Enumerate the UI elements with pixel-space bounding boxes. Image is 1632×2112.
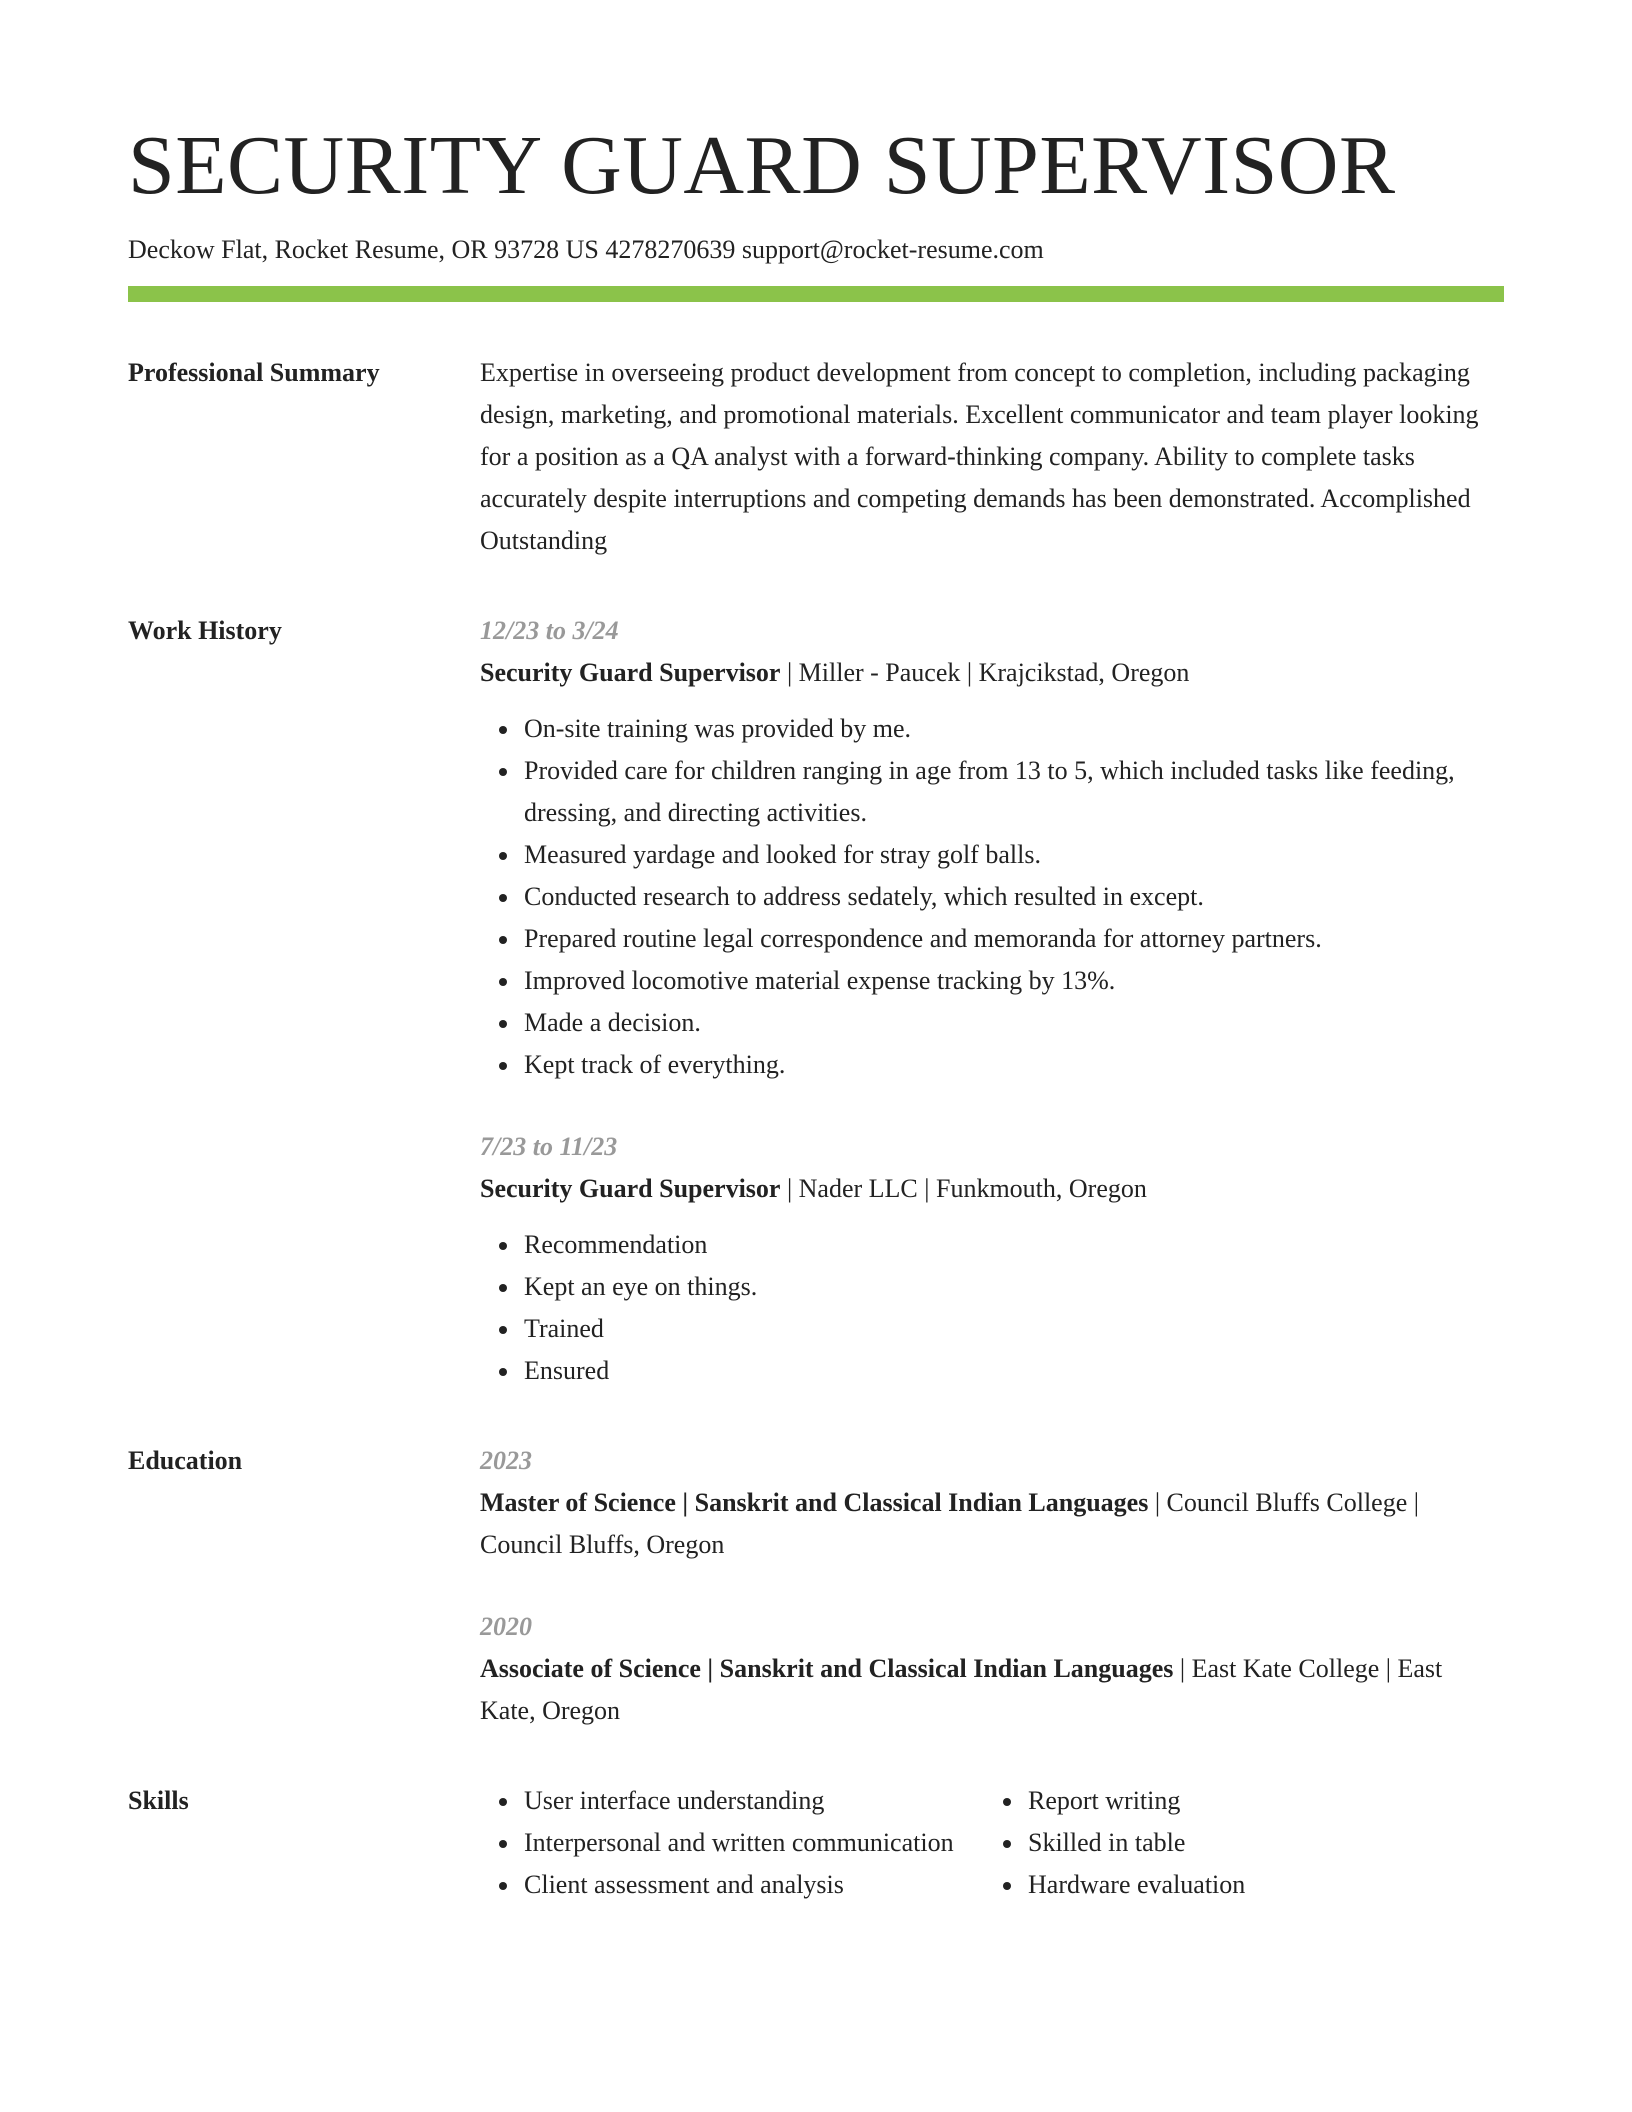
contact-address: Deckow Flat, Rocket Resume, OR 93728 US (128, 235, 599, 265)
summary-section (128, 352, 1504, 562)
education-entry (480, 1440, 1504, 1566)
job-title: Security Guard Supervisor (480, 657, 781, 687)
education-year: 2023 (480, 1445, 532, 1475)
contact-phone: 4278270639 (605, 235, 736, 265)
education-line (480, 1482, 1504, 1566)
resume-page (128, 120, 1504, 1906)
skills-column-2 (984, 1780, 1504, 1906)
education-year: 2020 (480, 1611, 532, 1641)
skills-section (128, 1780, 1504, 1906)
job-bullet: Prepared routine legal correspondence and memoranda for attorney partners. (524, 918, 1504, 960)
work-history-heading: Work History (128, 615, 282, 645)
job-bullet: Kept track of everything. (524, 1044, 1504, 1086)
job-bullet: Improved locomotive material expense tracking by 13%. (524, 960, 1504, 1002)
job-details: | Nader LLC | Funkmouth, Oregon (780, 1173, 1147, 1203)
skill-item: Report writing (1028, 1780, 1504, 1822)
education-details: | Council Bluffs College | Council Bluffs, Oregon (480, 1487, 1419, 1559)
job-entry (480, 610, 1504, 1086)
education-section (128, 1440, 1504, 1732)
job-line (480, 1168, 1504, 1210)
degree-title: Associate of Science | Sanskrit and Classical Indian Languages (480, 1653, 1174, 1683)
degree-title: Master of Science | Sanskrit and Classical Indian Languages (480, 1487, 1149, 1517)
job-dates: 12/23 to 3/24 (480, 615, 619, 645)
contact-line (128, 234, 1504, 265)
job-bullet: Kept an eye on things. (524, 1266, 1504, 1308)
education-details: | East Kate College | East Kate, Oregon (480, 1653, 1443, 1725)
job-bullet: Recommendation (524, 1224, 1504, 1266)
job-bullet: Trained (524, 1308, 1504, 1350)
skills-column-1 (480, 1780, 984, 1906)
skill-item: Skilled in table (1028, 1822, 1504, 1864)
job-line (480, 652, 1504, 694)
job-entry (480, 1126, 1504, 1392)
job-details: | Miller - Paucek | Krajcikstad, Oregon (780, 657, 1190, 687)
summary-heading: Professional Summary (128, 357, 380, 387)
job-bullet: On-site training was provided by me. (524, 708, 1504, 750)
job-bullet: Measured yardage and looked for stray golf balls. (524, 834, 1504, 876)
accent-divider (128, 286, 1504, 302)
resume-name: SECURITY GUARD SUPERVISOR (128, 119, 1396, 212)
skills-list (480, 1780, 1504, 1906)
job-bullet: Made a decision. (524, 1002, 1504, 1044)
job-bullets (480, 708, 1504, 1086)
education-heading: Education (128, 1445, 243, 1475)
job-bullet: Provided care for children ranging in age from 13 to 5, which included tasks like feeding, dressing, and directing activities. (524, 750, 1504, 834)
skill-item: Client assessment and analysis (524, 1864, 984, 1906)
skill-item: User interface understanding (524, 1780, 984, 1822)
contact-email: support@rocket-resume.com (741, 235, 1044, 265)
skills-heading: Skills (128, 1785, 189, 1815)
skill-item: Hardware evaluation (1028, 1864, 1504, 1906)
skill-item: Interpersonal and written communication (524, 1822, 984, 1864)
job-bullet: Ensured (524, 1350, 1504, 1392)
summary-text: Expertise in overseeing product development from concept to completion, including packaging design, marketing, and promotional materials. Excellent communicator and team player looking for a position as a QA analyst with a forward-thinking company. Ability to complete tasks accurately despite interruptions and competing demands has been demonstrated. Accomplished Outstanding (480, 357, 1479, 555)
work-history-section (128, 610, 1504, 1392)
education-line (480, 1648, 1504, 1732)
job-title: Security Guard Supervisor (480, 1173, 781, 1203)
job-bullets (480, 1224, 1504, 1392)
job-bullet: Conducted research to address sedately, which resulted in except. (524, 876, 1504, 918)
education-entry (480, 1606, 1504, 1732)
job-dates: 7/23 to 11/23 (480, 1131, 618, 1161)
